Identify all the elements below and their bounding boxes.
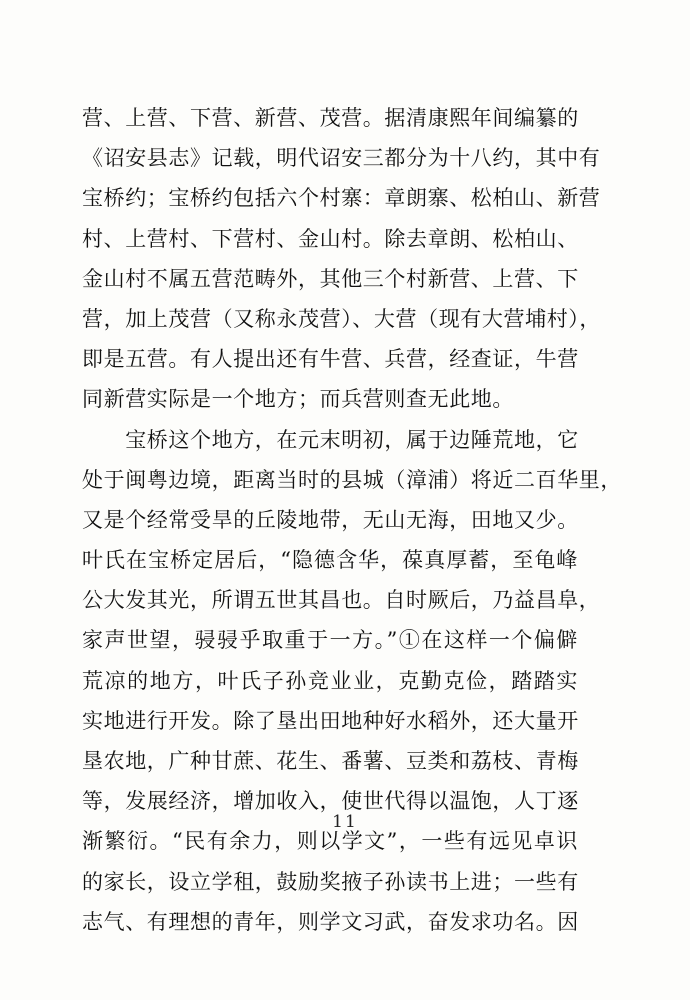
text-line: 渐繁衍。“民有余力，则以学文”，一些有远见卓识 [82, 829, 578, 854]
text-line: 叶氏在宝桥定居后，“隐德含华，葆真厚蓄，至龟峰 [82, 548, 578, 573]
text-line: 的家长，设立学租，鼓励奖掖子孙读书上进；一些有 [82, 869, 579, 894]
text-line: 实地进行开发。除了垦出田地种好水稻外，还大量开 [82, 708, 579, 733]
text-line: 等，发展经济，增加收入，使世代得以温饱，人丁逐 [82, 789, 579, 814]
text-line: 即是五营。有人提出还有牛营、兵营，经查证，牛营 [82, 347, 579, 372]
text-line: 垦农地，广种甘蔗、花生、番薯、豆类和荔枝、青梅 [82, 749, 579, 773]
text-line: 村、上营村、下营村、金山村。除去章朗、松柏山、 [82, 226, 579, 251]
text-line: 《诏安县志》记载，明代诏安三都分为十八约，其中有 [82, 146, 601, 171]
paragraph-start-line: 宝桥这个地方，在元末明初，属于边陲荒地，它 [82, 427, 579, 452]
text-line: 志气、有理想的青年，则学文习武，奋发求功名。因 [82, 909, 579, 934]
paragraph-end-line: 同新营实际是一个地方；而兵营则查无此地。 [82, 387, 514, 412]
text-line: 家声世望，骎骎乎取重于一方。”①在这样一个偏僻 [82, 628, 578, 653]
text-line: 公大发其光，所谓五世其昌也。自时厥后，乃益昌阜， [82, 588, 601, 613]
text-line: 荒凉的地方，叶氏子孙竞业业，克勤克俭，踏踏实 [82, 668, 578, 693]
text-line: 营、上营、下营、新营、茂营。据清康熙年间编纂的 [82, 106, 579, 130]
text-line: 金山村不属五营范畴外，其他三个村新营、上营、下 [82, 266, 579, 291]
text-line: 营，加上茂营（又称永茂营）、大营（现有大营埔村）， [82, 306, 601, 331]
text-line: 处于闽粤边境，距离当时的县城（漳浦）将近二百华里， [82, 467, 622, 492]
text-line: 宝桥约；宝桥约包括六个村寨：章朗寨、松柏山、新营 [82, 186, 601, 211]
text-line: 又是个经常受旱的丘陵地带，无山无海，田地又少。 [82, 507, 579, 532]
page-number: 11 [332, 812, 358, 832]
